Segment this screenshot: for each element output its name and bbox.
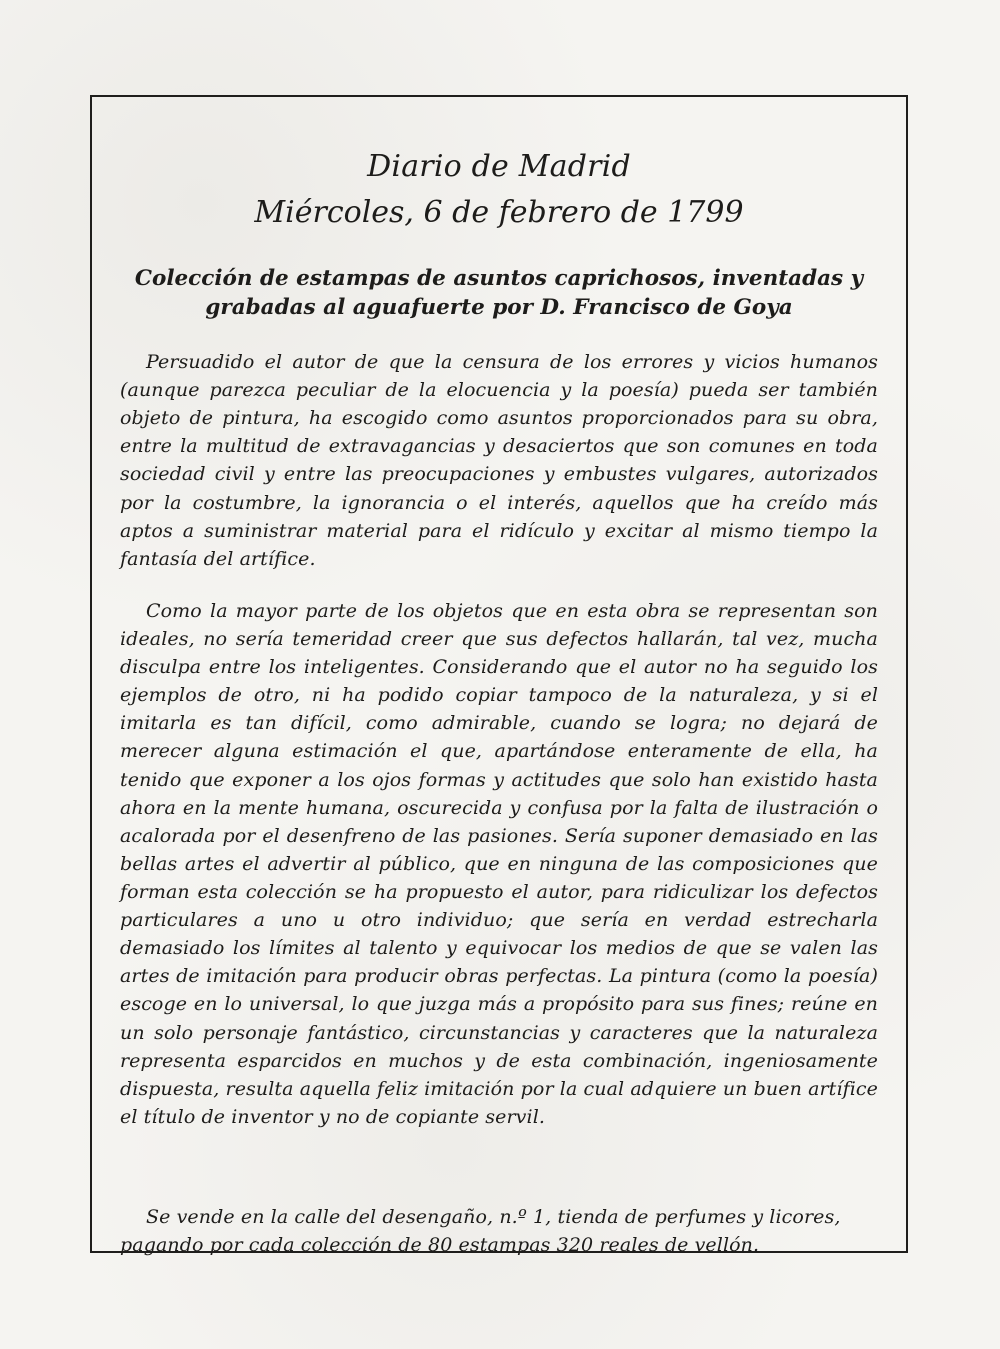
collection-heading: Colección de estampas de asuntos caprichosos, inventadas y grabadas al aguafuerte por D. Francisco de Goya: [134, 266, 864, 321]
paragraph-sale-notice: Se vende en la calle del desengaño, n.º 1, tienda de perfumes y licores, pagando por cada colección de 80 estampas 320 reales de vellón.: [120, 1205, 841, 1257]
document-body: [120, 348, 878, 1259]
masthead-date: Miércoles, 6 de febrero de 1799: [254, 194, 744, 230]
masthead-title: Diario de Madrid: [367, 149, 631, 184]
paragraph-author-intent: Persuadido el autor de que la censura de los errores y vicios humanos (aunque parezca peculiar de la elocuencia y la poesía) pueda ser también objeto de pintura, ha escogido como asuntos proporcionados para su obra, entre la multitud de extravagancias y desaciertos que son comunes en toda sociedad civil y entre las preocupaciones y embustes vulgares, autorizados por la costumbre, la ignorancia o el interés, aquellos que ha creído más aptos a suministrar material para el ridículo y excitar al mismo tiempo la fantasía del artífice.: [120, 351, 878, 570]
paragraph-artistic-statement: Como la mayor parte de los objetos que en esta obra se representan son ideales, no sería temeridad creer que sus defectos hallarán, tal vez, mucha disculpa entre los inteligentes. Considerando que el autor no ha seguido los ejemplos de otro, ni ha podido copiar tampoco de la naturaleza, y si el imitarla es tan difícil, como admirable, cuando se logra; no dejará de merecer alguna estimación el que, apartándose enteramente de ella, ha tenido que exponer a los ojos formas y actitudes que solo han existido hasta ahora en la mente humana, oscurecida y confusa por la falta de ilustración o acalorada por el desenfreno de las pasiones. Sería suponer demasiado en las bellas artes el advertir al público, que en ninguna de las composiciones que forman esta colección se ha propuesto el autor, para ridiculizar los defectos particulares a uno u otro individuo; que sería en verdad estrecharla demasiado los límites al talento y equivocar los medios de que se valen las artes de imitación para producir obras perfectas. La pintura (como la poesía) escoge en lo universal, lo que juzga más a propósito para sus fines; reúne en un solo personaje fantástico, circunstancias y caracteres que la naturaleza representa esparcidos en muchos y de esta combinación, ingeniosamente dispuesta, resulta aquella feliz imitación por la cual adquiere un buen artífice el título de inventor y no de copiante servil.: [120, 599, 878, 1128]
document-page-frame: [90, 95, 908, 1257]
